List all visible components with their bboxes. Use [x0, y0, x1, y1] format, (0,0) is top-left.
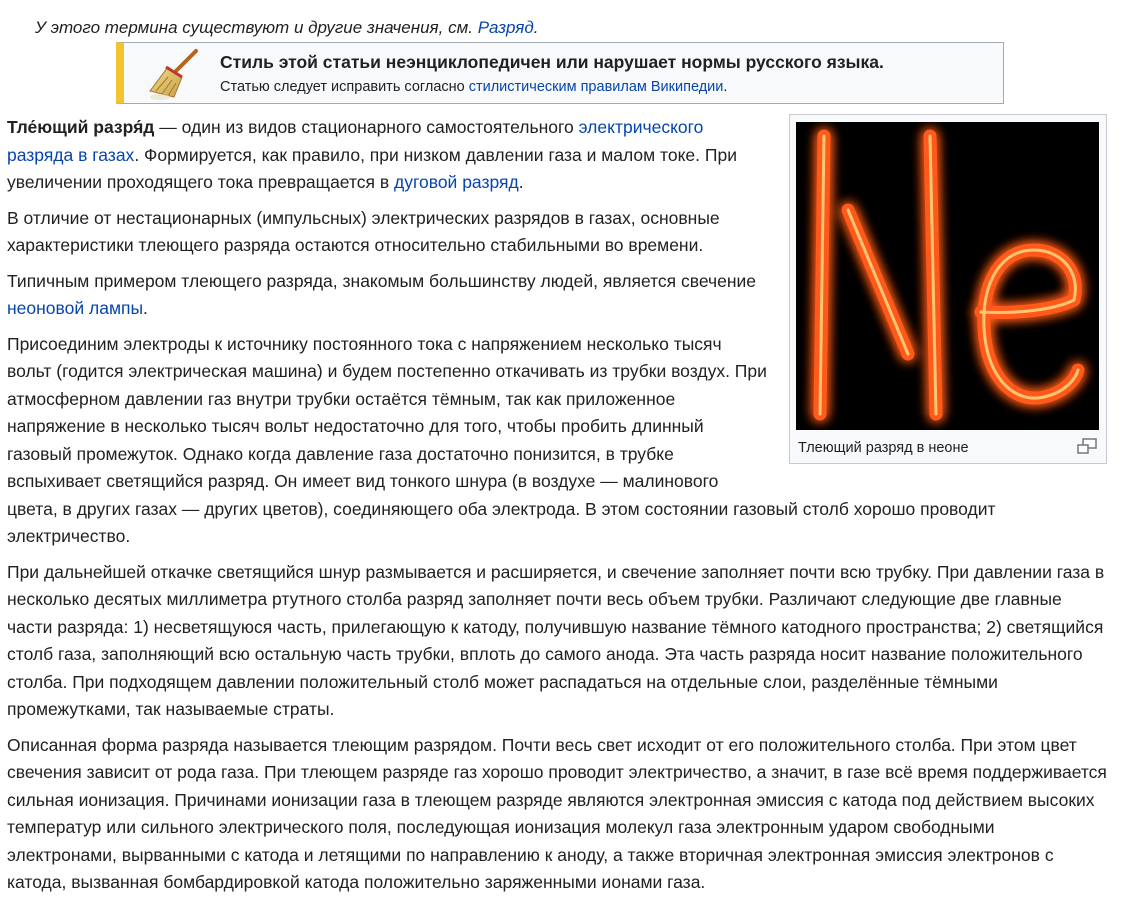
magnify-icon[interactable]	[1076, 438, 1098, 456]
notice-text-before: Статью следует исправить согласно	[220, 79, 469, 95]
paragraph-4: Присоединим электроды к источнику постоянного тока с напряжением несколько тысяч вольт (годится электрическая машина) и будем постепенно откачивать из трубки воздух. При атмосферном давлении газ внутри трубки остаётся тёмным, так как приложенное напряжение в несколько тысяч вольт недостаточно для того, чтобы пробить длинный газовый промежуток. Однако когда давление газа достаточно понизится, в трубке вспыхивает светящийся разряд. Он имеет вид тонкого шнура (в воздухе — малинового цвета, в других газах — других цветов), соединяющего оба электрода. В этом состоянии газовый столб хорошо проводит электричество.	[7, 333, 996, 546]
p3-text-2: .	[143, 298, 148, 318]
hatnote-link-razryad[interactable]: Разряд	[477, 18, 534, 37]
neon-image[interactable]	[796, 122, 1099, 430]
article-term: Тле́ющий разря́д	[7, 117, 155, 137]
figure-neon	[789, 114, 1107, 464]
intro-text-1: — один из видов стационарного самостоятельного	[154, 117, 579, 137]
hatnote-end: .	[533, 18, 539, 37]
hatnote-text: У этого термина существуют и другие значения, см.	[35, 18, 478, 37]
notice-link-style-rules[interactable]: стилистическим правилам Википедии	[468, 79, 724, 95]
notice-text	[220, 77, 727, 97]
intro-text-2: . Формируется, как правило, при низком давлении газа и малом токе. При увеличении проходящего тока превращается в	[7, 144, 737, 192]
notice-text-after: .	[723, 79, 728, 95]
link-electric-discharge[interactable]: электрического разряда в газах	[7, 117, 704, 165]
article-body	[7, 114, 1107, 905]
p3-text-1: Типичным примером тлеющего разряда, знакомым большинству людей, является свечение	[7, 270, 757, 291]
paragraph-2: В отличие от нестационарных (импульсных) электрических разрядов в газах, основные характеристики тлеющего разряда остаются относительно стабильными во времени.	[7, 207, 720, 255]
link-arc-discharge[interactable]: дуговой разряд	[394, 172, 519, 192]
link-neon-lamp[interactable]: неоновой лампы	[7, 298, 144, 318]
intro-text-3: .	[518, 172, 524, 192]
broom-icon	[146, 47, 206, 101]
notice-title: Стиль этой статьи неэнциклопедичен или нарушает нормы русского языка.	[220, 52, 884, 72]
hatnote	[35, 16, 539, 40]
paragraph-6: Описанная форма разряда называется тлеющим разрядом. Почти весь свет исходит от его положительного столба. При этом цвет свечения зависит от рода газа. При тлеющем разряде газ хорошо проводит электричество, а значит, в газе всё время поддерживается сильная ионизация. Причинами ионизации газа в тлеющем разряде являются электронная эмиссия с катода под действием высоких температур или сильного электрического поля, последующая ионизация молекул газа электронным ударом свободными электронами, вырванными с катода и летящими по направлению к аноду, а также вторичная электронная эмиссия электронов с катода, вызванная бомбардировкой катода положительно заряженными ионами газа.	[7, 734, 1107, 892]
paragraph-5: При дальнейшей откачке светящийся шнур размывается и расширяется, и свечение заполняет почти всю трубку. При давлении газа в несколько десятых миллиметра ртутного столба разряд заполняет почти весь объем трубки. Различают следующие две главные части разряда: 1) несветящуюся часть, прилегающую к катоду, получившую название тёмного катодного пространства; 2) светящийся столб газа, заполняющий всю остальную часть трубки, вплоть до самого анода. Эта часть разряда носит название положительного столба. При подходящем давлении положительный столб может распадаться на отдельные слои, разделённые тёмными промежутками, так называемые страты.	[7, 561, 1105, 719]
style-notice-box	[116, 42, 1004, 104]
figure-caption: Тлеющий разряд в неоне	[798, 440, 969, 456]
